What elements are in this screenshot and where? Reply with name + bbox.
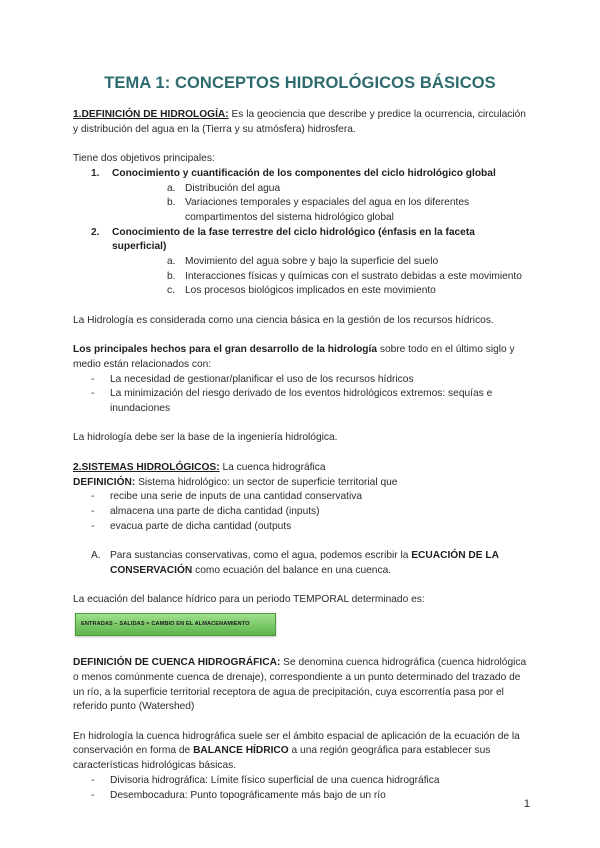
document-body <box>73 108 528 803</box>
balance-equation-image: ENTRADAS – SALIDAS = CAMBIO EN EL ALMACENAMIENTO <box>75 613 276 636</box>
sub-item: c. Los procesos biológicos implicados en este movimiento <box>167 285 436 297</box>
list-item: - almacena una parte de dicha cantidad (inputs) <box>91 505 320 517</box>
list-item: - La necesidad de gestionar/planificar el uso de los recursos hídricos <box>91 373 414 385</box>
objectives-intro: Tiene dos objetivos principales: <box>73 153 215 165</box>
section-1-heading: 1.DEFINICIÓN DE HIDROLOGÍA: <box>73 109 229 120</box>
sub-item: a. Distribución del agua <box>167 182 281 194</box>
basic-science-paragraph: La Hidrología es considerada como una ciencia básica en la gestión de los recursos hídricos. <box>73 314 494 326</box>
list-item: - Desembocadura: Punto topográficamente más bajo de un río <box>91 789 386 801</box>
basin-definition: DEFINICIÓN DE CUENCA HIDROGRÁFICA: Se denomina cuenca hidrográfica (cuenca hidrológica o menos comúnmente cuenca de drenaje), correspondiente a un punto determinado del trazado de un río, a la superficie territorial receptora de agua de precipitación, cuya escorrentía pasa por el referido punto (Watershed) <box>73 657 527 713</box>
objective-item: 2. Conocimiento de la fase terrestre del ciclo hidrológico (énfasis en la faceta superficial) a. Movimiento del agua sobre y bajo la superficie del suelo b. Interacciones físicas y químicas con el sustrato debidas a este movimiento c. Los procesos biológicos implicados en este movimiento <box>73 226 528 300</box>
list-item: - Divisoria hidrográfica: Límite físico superficial de una cuenca hidrográfica <box>91 774 440 786</box>
objective-sublist <box>112 182 528 226</box>
section-2-heading-line: 2.SISTEMAS HIDROLÓGICOS: La cuenca hidrográfica <box>73 461 326 473</box>
basin-scope-paragraph: En hidrología la cuenca hidrográfica suele ser el ámbito espacial de aplicación de la ecuación de la conservación en forma de BALANCE HÍDRICO a una región geográfica para establecer sus características hidrológicas básicas. <box>73 730 520 772</box>
sub-item: a. Movimiento del agua sobre y bajo la superficie del suelo <box>167 256 439 268</box>
conservation-point: A. Para sustancias conservativas, como el agua, podemos escribir la ECUACIÓN DE LA CONSERVACIÓN como ecuación del balance en una cuenca. <box>91 550 499 576</box>
system-list <box>73 490 528 534</box>
development-facts-paragraph: Los principales hechos para el gran desarrollo de la hidrología sobre todo en el último siglo y medio están relacionados con: <box>73 344 515 370</box>
objectives-list <box>73 167 528 299</box>
facts-list <box>73 373 528 417</box>
sub-item: b. Variaciones temporales y espaciales del agua en los diferentes compartimentos del sistema hidrológico global <box>167 197 470 223</box>
page-number: 1 <box>523 798 530 810</box>
list-item: - recibe una serie de inputs de una cantidad conservativa <box>91 491 363 503</box>
basin-terms-list <box>73 774 528 803</box>
list-item: - evacua parte de dicha cantidad (outputs <box>91 520 292 532</box>
section-2-heading: 2.SISTEMAS HIDROLÓGICOS: <box>73 461 220 473</box>
objective-item: 1. Conocimiento y cuantificación de los componentes del ciclo hidrológico global a. Distribución del agua b. Variaciones temporales y espaciales del agua en los diferentes compartimentos del sistema hidrológico global <box>73 167 528 226</box>
page-title: TEMA 1: CONCEPTOS HIDROLÓGICOS BÁSICOS <box>104 74 496 92</box>
list-item: - La minimización del riesgo derivado de los eventos hidrológicos extremos: sequías e inundaciones <box>91 388 493 415</box>
balance-intro: La ecuación del balance hídrico para un periodo TEMPORAL determinado es: <box>73 594 425 606</box>
system-definition: DEFINICIÓN: Sistema hidrológico: un sector de superficie territorial que <box>73 476 398 488</box>
sub-item: b. Interacciones físicas y químicas con el sustrato debidas a este movimiento <box>167 270 522 282</box>
objective-sublist <box>112 255 528 299</box>
hydrology-definition: 1.DEFINICIÓN DE HIDROLOGÍA: Es la geociencia que describe y predice la ocurrencia, circulación y distribución del agua en la (Tierra y su atmósfera) hidrosfera. <box>73 109 526 135</box>
engineering-paragraph: La hidrología debe ser la base de la ingeniería hidrológica. <box>73 432 338 444</box>
